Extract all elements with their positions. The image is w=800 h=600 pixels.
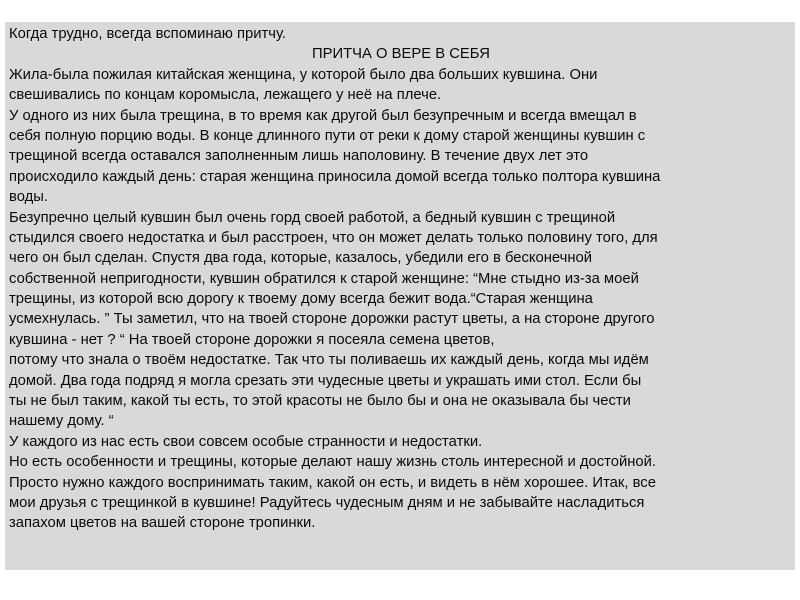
text-line: собственной непригодности, кувшин обратился к старой женщине: “Мне стыдно из-за моей [9, 270, 639, 287]
text-line: ты не был таким, какой ты есть, то этой красоты не было бы и она не оказывала бы чести [9, 393, 631, 410]
text-line: Жила-была пожилая китайская женщина, у которой было два больших кувшина. Они [9, 66, 598, 83]
intro-line: Когда трудно, всегда вспоминаю притчу. [9, 26, 286, 42]
text-line: У одного из них была трещина, в то время как другой был безупречным и всегда вмещал в [9, 107, 637, 124]
text-line: усмехнулась. ” Ты заметил, что на твоей стороне дорожки растут цветы, а на стороне другого [9, 311, 655, 328]
text-line: домой. Два года подряд я могла срезать эти чудесные цветы и украшать ими стол. Если бы [9, 372, 642, 389]
text-line: свешивались по концам коромысла, лежащего у неё на плече. [9, 87, 442, 104]
parable-body [9, 65, 793, 534]
text-line: Но есть особенности и трещины, которые делают нашу жизнь столь интересной и достойной. [9, 454, 657, 471]
text-line: происходило каждый день: старая женщина приносила домой всегда только полтора кувшина [9, 168, 661, 185]
text-line: стыдился своего недостатка и был расстроен, что он может делать только половину того, для [9, 229, 658, 246]
text-line: У каждого из нас есть свои совсем особые странности и недостатки. [9, 433, 483, 450]
text-line: себя полную порцию воды. В конце длинного пути от реки к дому старой женщины кувшин с [9, 127, 646, 144]
text-line: запахом цветов на вашей стороне тропинки. [9, 515, 316, 532]
text-line: Безупречно целый кувшин был очень горд своей работой, а бедный кувшин с трещиной [9, 209, 616, 226]
text-line: воды. [9, 189, 48, 206]
text-line: нашему дому. “ [9, 413, 114, 430]
parable-text-panel [5, 22, 795, 570]
text-line: чего он был сделан. Спустя два года, которые, казалось, убедили его в бесконечной [9, 250, 593, 267]
text-line: кувшина - нет ? “ На твоей стороне дорожки я посеяла семена цветов, [9, 331, 495, 348]
text-line: потому что знала о твоём недостатке. Так что ты поливаешь их каждый день, когда мы идём [9, 352, 649, 369]
text-line: мои друзья с трещинкой в кувшине! Радуйтесь чудесным дням и не забывайте насладиться [9, 494, 645, 511]
text-line: трещины, из которой всю дорогу к твоему дому всегда бежит вода.“Старая женщина [9, 291, 593, 308]
parable-title: ПРИТЧА О ВЕРЕ В СЕБЯ [312, 46, 490, 63]
text-line: трещиной всегда оставался заполненным лишь наполовину. В течение двух лет это [9, 148, 589, 165]
text-line: Просто нужно каждого воспринимать таким, какой он есть, и видеть в нём хорошее. Итак, все [9, 474, 656, 491]
